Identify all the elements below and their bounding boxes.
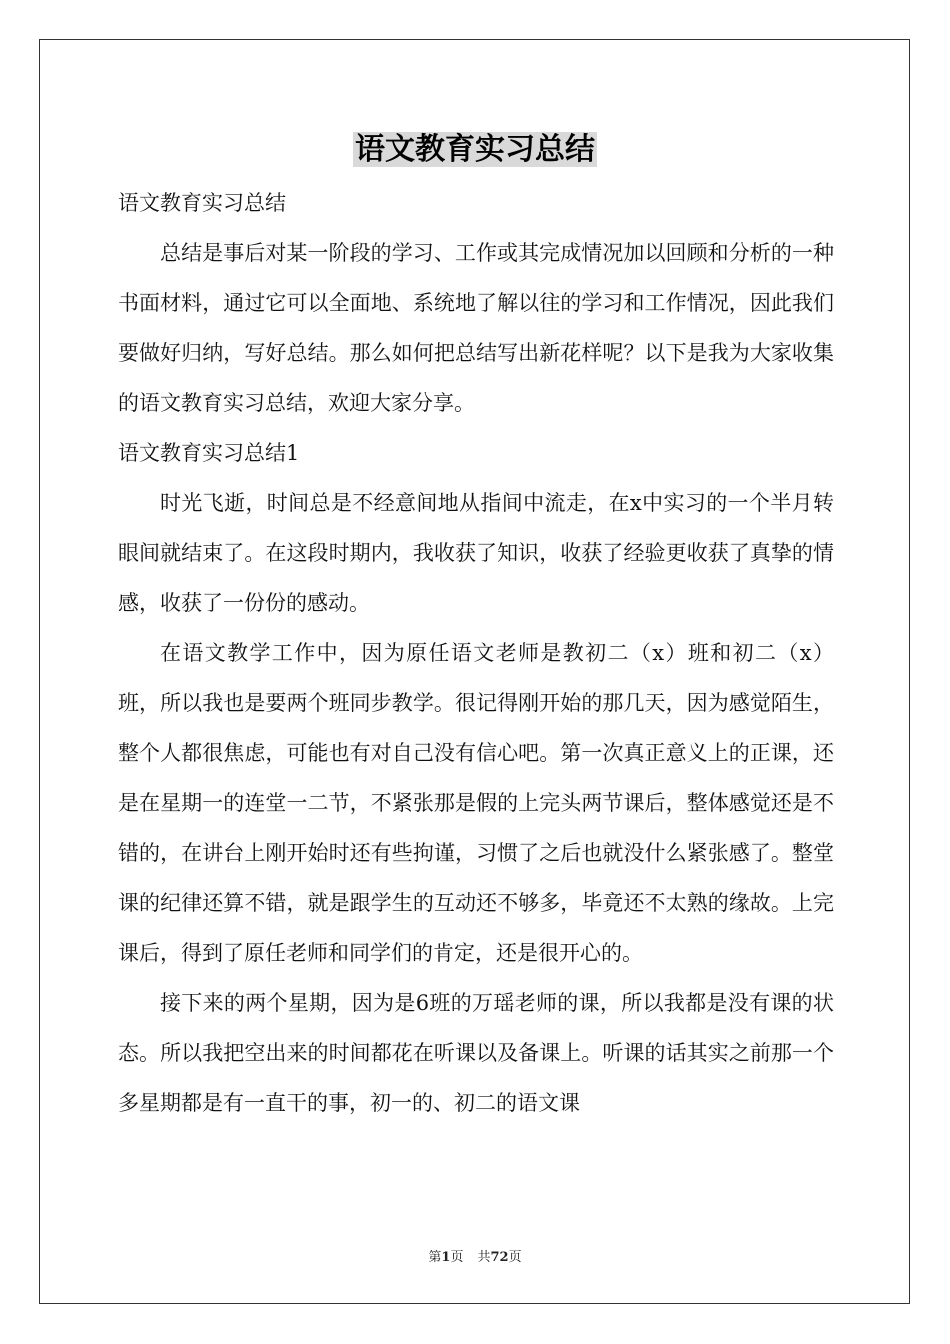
body-paragraph: 在语文教学工作中，因为原任语文老师是教初二（x）班和初二（x）班，所以我也是要两个班同步教学。很记得刚开始的那几天，因为感觉陌生，整个人都很焦虑，可能也有对自己没有信心吧。第一次真正意义上的正课，还是在星期一的连堂一二节，不紧张那是假的上完头两节课后，整体感觉还是不错的，在讲台上刚开始时还有些拘谨，习惯了之后也就没什么紧张感了。整堂课的纪律还算不错，就是跟学生的互动还不够多，毕竟还不太熟的缘故。上完课后，得到了原任老师和同学们的肯定，还是很开心的。 xyxy=(118,641,834,965)
page-total: 72 xyxy=(490,1250,509,1265)
page-number: 1 xyxy=(441,1250,451,1265)
document-title-text: 语文教育实习总结 xyxy=(355,132,595,167)
total-prefix: 共 xyxy=(477,1250,491,1265)
page-footer xyxy=(0,1246,950,1265)
body-paragraph: 时光飞逝，时间总是不经意间地从指间中流走，在x中实习的一个半月转眼间就结束了。在这段时期内，我收获了知识，收获了经验更收获了真挚的情感，收获了一份份的感动。 xyxy=(118,491,834,615)
document-subtitle: 语文教育实习总结 xyxy=(118,191,286,215)
section-heading: 语文教育实习总结1 xyxy=(118,441,300,465)
page-suffix: 页 xyxy=(450,1250,464,1265)
intro-paragraph: 总结是事后对某一阶段的学习、工作或其完成情况加以回顾和分析的一种书面材料，通过它可以全面地、系统地了解以往的学习和工作情况，因此我们要做好归纳，写好总结。那么如何把总结写出新花样呢？以下是我为大家收集的语文教育实习总结，欢迎大家分享。 xyxy=(118,241,834,415)
total-suffix: 页 xyxy=(508,1250,522,1265)
body-paragraph: 接下来的两个星期，因为是6班的万瑶老师的课，所以我都是没有课的状态。所以我把空出来的时间都花在听课以及备课上。听课的话其实之前那一个多星期都是有一直干的事，初一的、初二的语文课 xyxy=(118,991,834,1115)
document-title xyxy=(0,128,950,172)
page-prefix: 第 xyxy=(428,1250,442,1265)
document-body xyxy=(118,178,834,1128)
